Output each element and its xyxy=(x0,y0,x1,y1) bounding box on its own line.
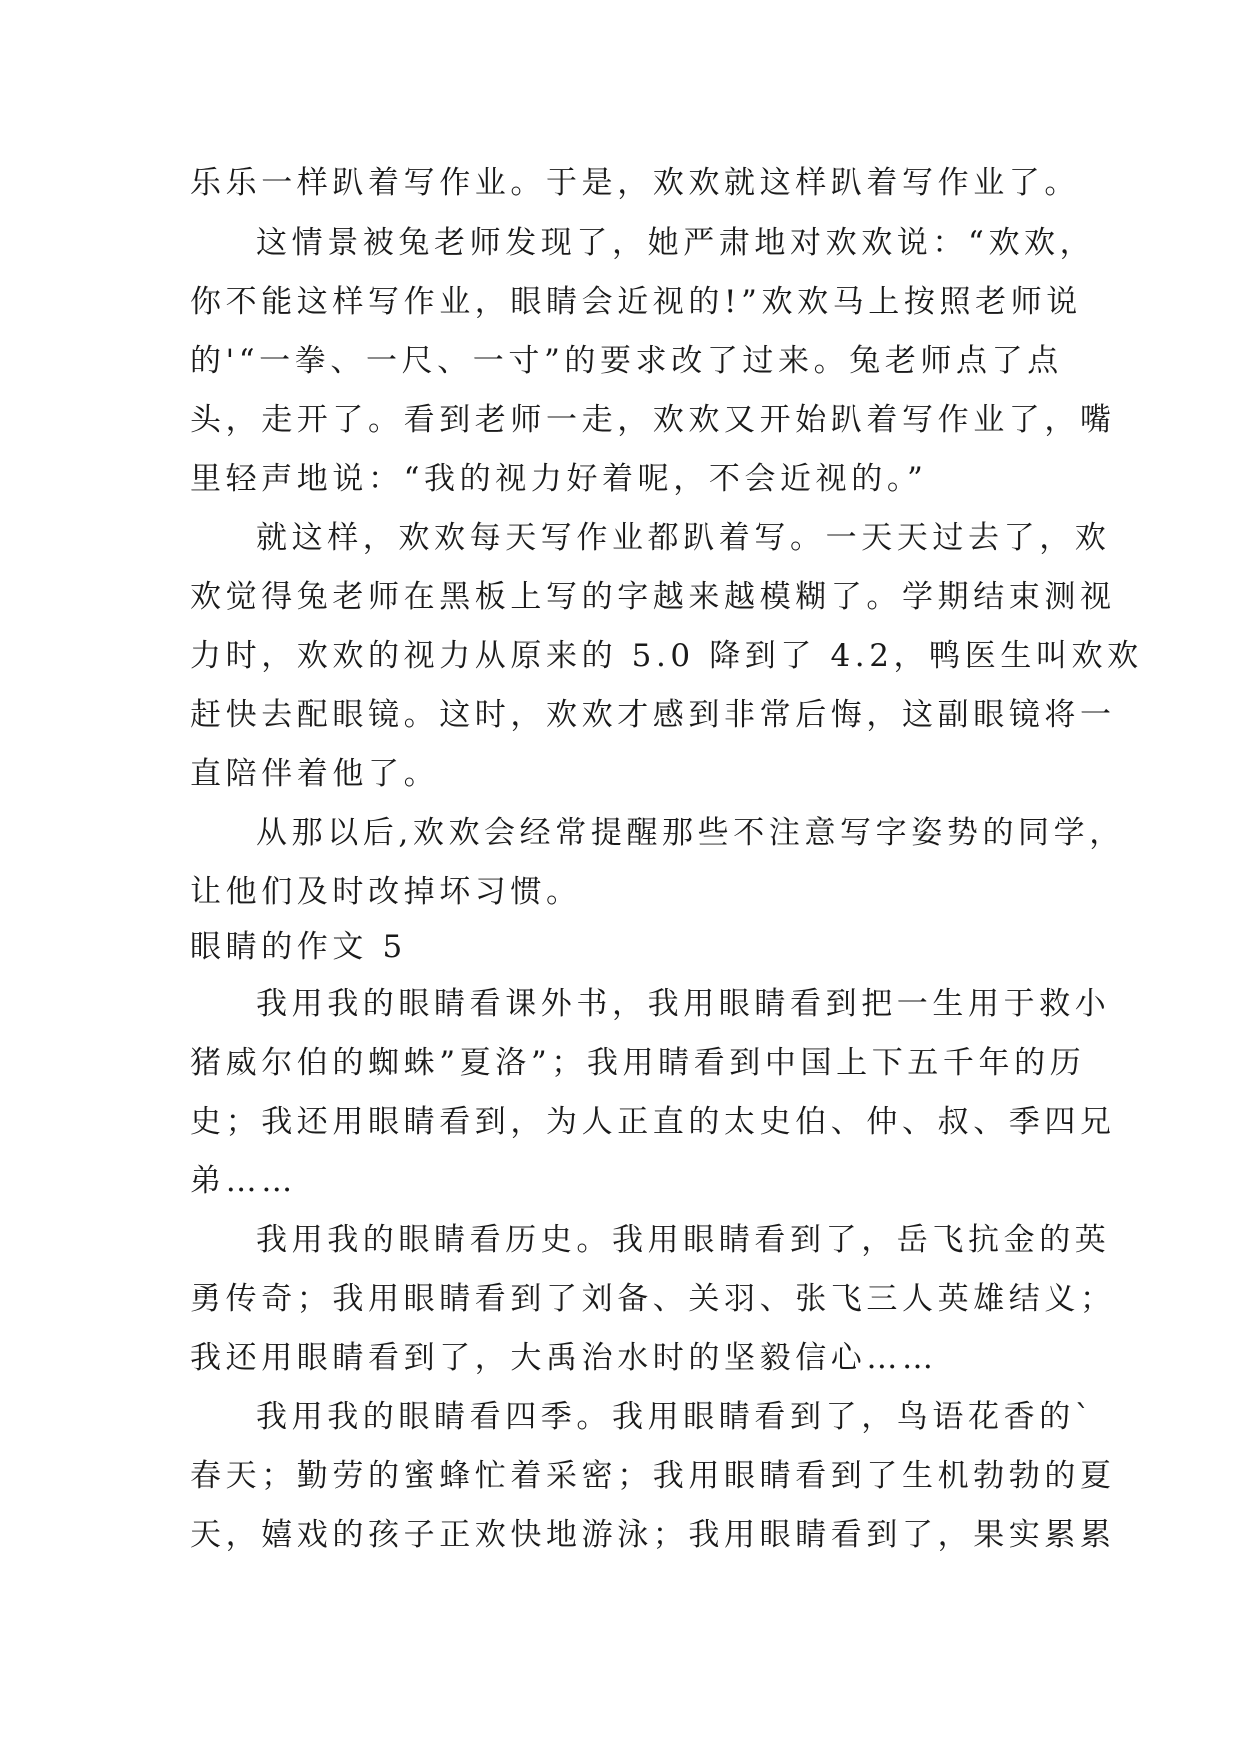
text-line: 里轻声地说：“我的视力好着呢，不会近视的。” xyxy=(190,461,928,497)
text-line: 我还用眼睛看到了，大禹治水时的坚毅信心…… xyxy=(190,1340,938,1376)
text-line: 让他们及时改掉坏习惯。 xyxy=(190,874,582,910)
paragraph-start-line: 从那以后,欢欢会经常提醒那些不注意写字姿势的同学， xyxy=(256,815,1125,851)
text-line: 头，走开了。看到老师一走，欢欢又开始趴着写作业了，嘴 xyxy=(190,402,1116,438)
paragraph-start-line: 我用我的眼睛看课外书，我用眼睛看到把一生用于救小 xyxy=(256,986,1111,1022)
text-line: 力时，欢欢的视力从原来的 5.0 降到了 4.2，鸭医生叫欢欢 xyxy=(190,638,1143,674)
text-line: 天，嬉戏的孩子正欢快地游泳；我用眼睛看到了，果实累累 xyxy=(190,1517,1116,1553)
text-line: 你不能这样写作业，眼睛会近视的!”欢欢马上按照老师说 xyxy=(190,284,1082,320)
paragraph-start-line: 这情景被兔老师发现了，她严肃地对欢欢说：“欢欢， xyxy=(256,225,1096,261)
text-line: 史；我还用眼睛看到，为人正直的太史伯、仲、叔、季四兄 xyxy=(190,1104,1116,1140)
text-line: 赶快去配眼镜。这时，欢欢才感到非常后悔，这副眼镜将一 xyxy=(190,697,1116,733)
paragraph-start-line: 就这样，欢欢每天写作业都趴着写。一天天过去了，欢 xyxy=(256,520,1111,556)
section-heading: 眼睛的作文 5 xyxy=(190,929,407,965)
text-line: 弟…… xyxy=(190,1163,297,1199)
text-line: 乐乐一样趴着写作业。于是，欢欢就这样趴着写作业了。 xyxy=(190,165,1080,201)
text-line: 直陪伴着他了。 xyxy=(190,756,440,792)
text-line: 的'“一拳、一尺、一寸”的要求改了过来。兔老师点了点 xyxy=(190,343,1063,379)
paragraph-start-line: 我用我的眼睛看历史。我用眼睛看到了，岳飞抗金的英 xyxy=(256,1222,1111,1258)
paragraph-start-line: 我用我的眼睛看四季。我用眼睛看到了，鸟语花香的` xyxy=(256,1399,1095,1435)
text-line: 春天；勤劳的蜜蜂忙着采密；我用眼睛看到了生机勃勃的夏 xyxy=(190,1458,1116,1494)
text-line: 勇传奇；我用眼睛看到了刘备、关羽、张飞三人英雄结义； xyxy=(190,1281,1116,1317)
text-line: 欢觉得兔老师在黑板上写的字越来越模糊了。学期结束测视 xyxy=(190,579,1116,615)
text-line: 猪威尔伯的蜘蛛”夏洛”；我用睛看到中国上下五千年的历 xyxy=(190,1045,1086,1081)
